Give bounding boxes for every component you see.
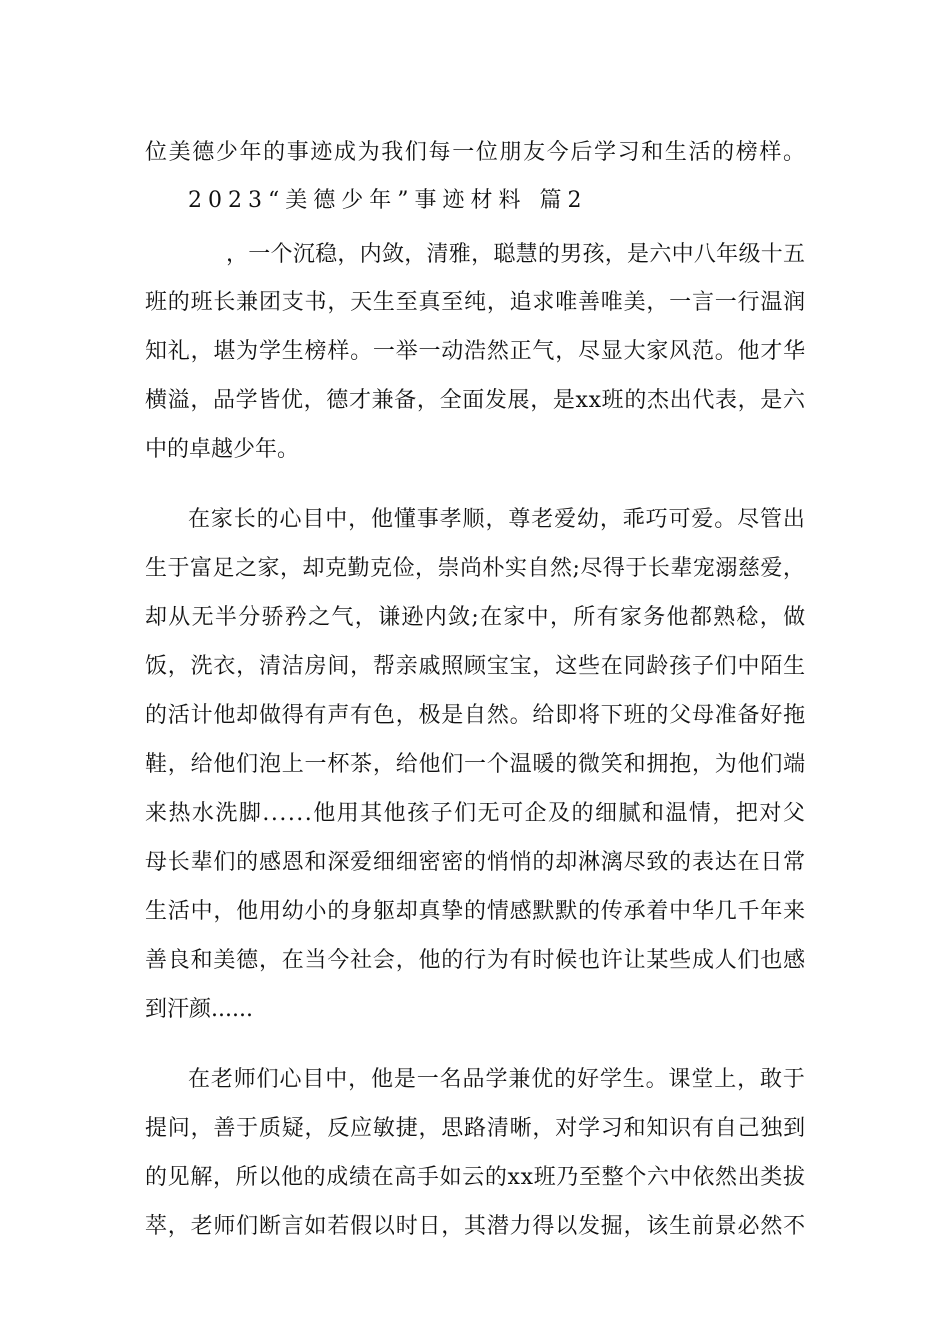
- paragraph-line: 的活计他却做得有声有色，极是自然。给即将下班的父母准备好拖: [145, 703, 806, 728]
- paragraph-line: 知礼，堪为学生榜样。一举一动浩然正气，尽显大家风范。他才华: [145, 339, 806, 364]
- section-heading: 2023“美德少年”事迹材料 篇2: [188, 188, 588, 213]
- paragraph-line: 在家长的心目中，他懂事孝顺，尊老爱幼，乖巧可爱。尽管出: [188, 507, 806, 532]
- paragraph-line: 善良和美德，在当今社会，他的行为有时候也许让某些成人们也感: [145, 948, 806, 973]
- paragraph-line: 到汗颜......: [145, 997, 253, 1022]
- paragraph-line: 却从无半分骄矜之气，谦逊内敛;在家中，所有家务他都熟稔，做: [145, 605, 807, 630]
- paragraph-line: 来热水洗脚......他用其他孩子们无可企及的细腻和温情，把对父: [145, 801, 807, 826]
- paragraph-line: 在老师们心目中，他是一名品学兼优的好学生。课堂上，敢于: [188, 1067, 806, 1092]
- paragraph-line: 横溢，品学皆优，德才兼备，全面发展，是xx班的杰出代表，是六: [145, 388, 806, 413]
- paragraph-line: 班的班长兼团支书，天生至真至纯，追求唯善唯美，一言一行温润: [145, 290, 806, 315]
- paragraph-line: 的见解，所以他的成绩在高手如云的xx班乃至整个六中依然出类拔: [145, 1165, 806, 1190]
- paragraph-line: 萃，老师们断言如若假以时日，其潜力得以发掘，该生前景必然不: [145, 1214, 806, 1239]
- paragraph-line: 中的卓越少年。: [145, 437, 300, 462]
- paragraph-line: 鞋，给他们泡上一杯茶，给他们一个温暖的微笑和拥抱，为他们端: [145, 752, 806, 777]
- paragraph-line: 生活中，他用幼小的身躯却真挚的情感默默的传承着中华几千年来: [145, 899, 806, 924]
- paragraph-line: 饭，洗衣，清洁房间，帮亲戚照顾宝宝，这些在同龄孩子们中陌生: [145, 654, 806, 679]
- paragraph-line: 提问，善于质疑，反应敏捷，思路清晰，对学习和知识有自己独到: [145, 1116, 806, 1141]
- paragraph-line: 位美德少年的事迹成为我们每一位朋友今后学习和生活的榜样。: [145, 140, 807, 165]
- paragraph-line: ，一个沉稳，内敛，清雅，聪慧的男孩，是六中八年级十五: [226, 242, 806, 267]
- paragraph-line: 母长辈们的感恩和深爱细细密密的悄悄的却淋漓尽致的表达在日常: [145, 850, 806, 875]
- paragraph-line: 生于富足之家，却克勤克俭，崇尚朴实自然;尽得于长辈宠溺慈爱，: [145, 556, 806, 581]
